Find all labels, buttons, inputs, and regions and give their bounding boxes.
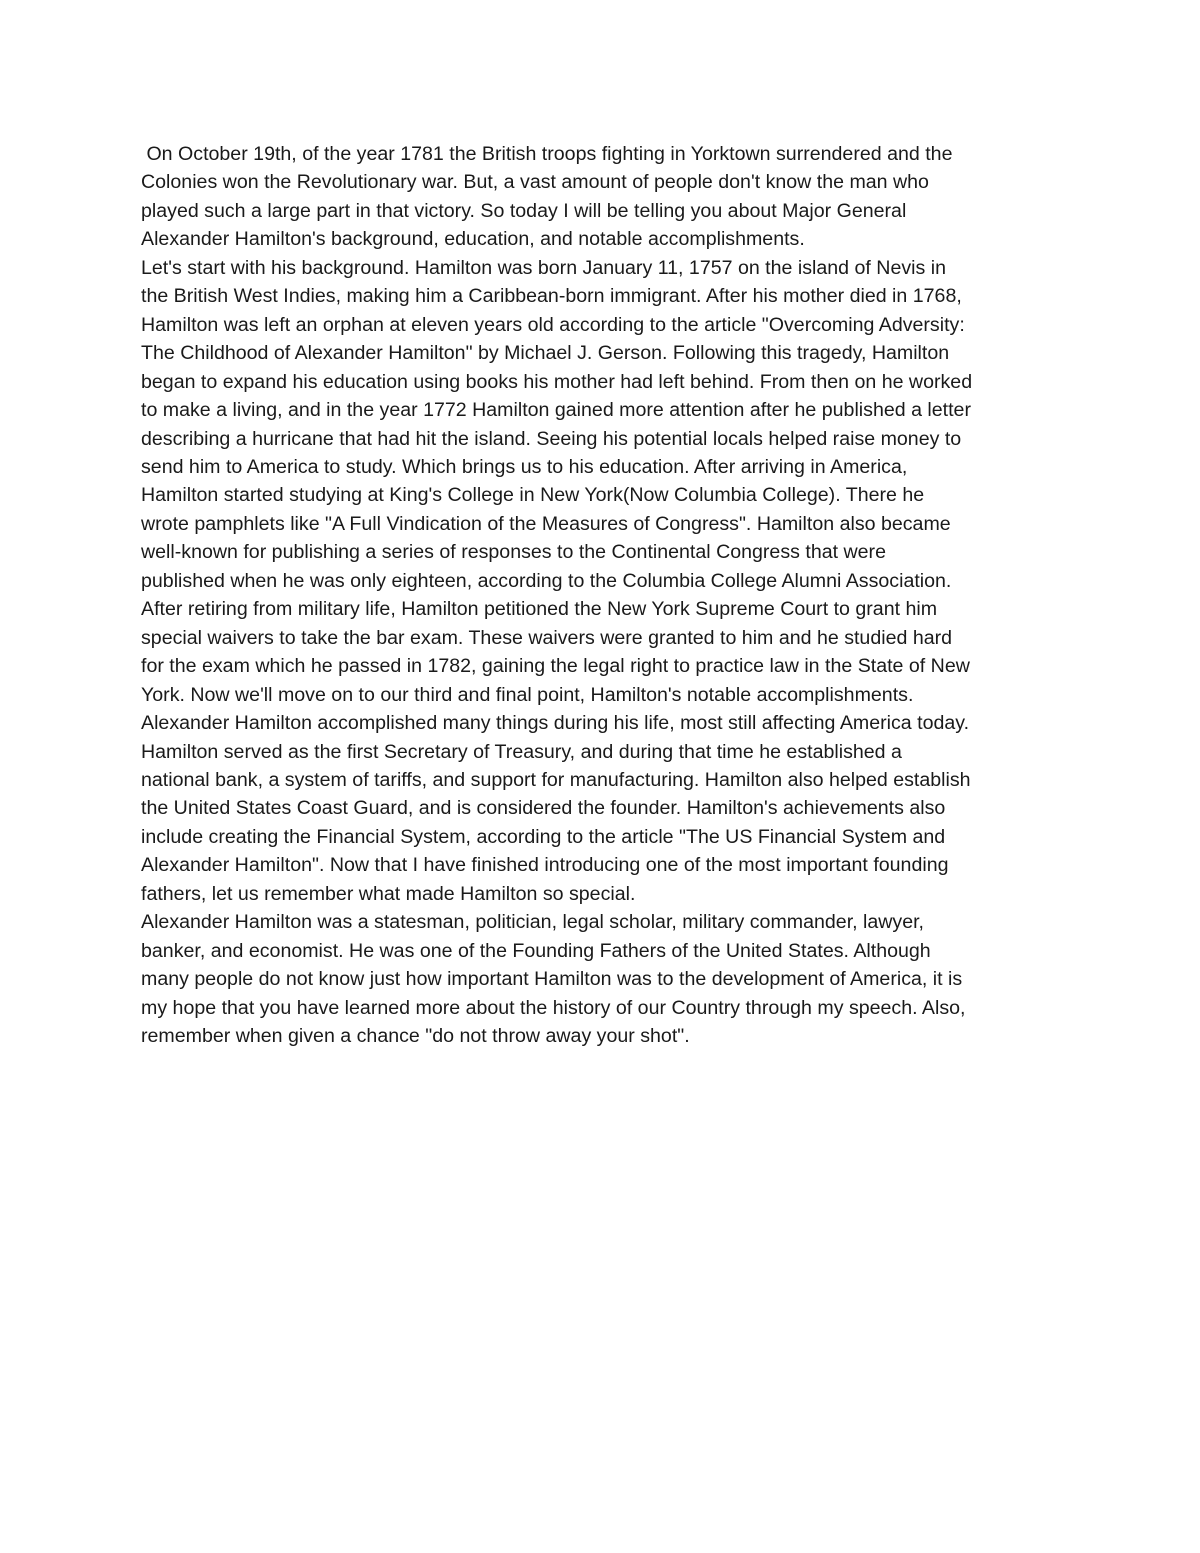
- text-line: the British West Indies, making him a Caribbean-born immigrant. After his mother died in 1768,: [141, 285, 962, 308]
- text-line: The Childhood of Alexander Hamilton" by Michael J. Gerson. Following this tragedy, Hamilton: [141, 342, 950, 365]
- text-line: send him to America to study. Which brings us to his education. After arriving in America,: [141, 455, 908, 478]
- text-line: Alexander Hamilton was a statesman, politician, legal scholar, military commander, lawyer,: [141, 911, 925, 934]
- text-line: Hamilton served as the first Secretary of Treasury, and during that time he established a: [141, 740, 902, 763]
- text-line: special waivers to take the bar exam. These waivers were granted to him and he studied hard: [141, 626, 953, 649]
- text-line: to make a living, and in the year 1772 Hamilton gained more attention after he published a letter: [141, 399, 971, 422]
- text-line: include creating the Financial System, according to the article "The US Financial System and: [141, 825, 946, 848]
- text-line: banker, and economist. He was one of the Founding Fathers of the United States. Although: [141, 939, 931, 962]
- document-body: [141, 140, 1081, 1051]
- text-line: the United States Coast Guard, and is considered the founder. Hamilton's achievements also: [141, 797, 946, 820]
- text-line: published when he was only eighteen, according to the Columbia College Alumni Association.: [141, 569, 952, 592]
- text-line: remember when given a chance "do not throw away your shot".: [141, 1025, 690, 1048]
- text-line: Alexander Hamilton's background, education, and notable accomplishments.: [141, 228, 805, 251]
- text-line: Let's start with his background. Hamilton was born January 11, 1757 on the island of Nevis in: [141, 256, 946, 279]
- text-line: Colonies won the Revolutionary war. But, a vast amount of people don't know the man who: [141, 171, 929, 194]
- text-line: for the exam which he passed in 1782, gaining the legal right to practice law in the State of New: [141, 655, 970, 678]
- text-line: York. Now we'll move on to our third and final point, Hamilton's notable accomplishments.: [141, 683, 914, 706]
- text-line: national bank, a system of tariffs, and support for manufacturing. Hamilton also helped establish: [141, 768, 971, 791]
- text-line: Hamilton was left an orphan at eleven years old according to the article "Overcoming Adversity:: [141, 313, 965, 336]
- text-line: began to expand his education using books his mother had left behind. From then on he worked: [141, 370, 973, 393]
- text-line: fathers, let us remember what made Hamilton so special.: [141, 882, 636, 905]
- text-line: describing a hurricane that had hit the island. Seeing his potential locals helped raise money to: [141, 427, 962, 450]
- text-line: many people do not know just how important Hamilton was to the development of America, it is: [141, 968, 963, 991]
- text-line: my hope that you have learned more about the history of our Country through my speech. Also,: [141, 996, 966, 1019]
- text-line: well-known for publishing a series of responses to the Continental Congress that were: [141, 541, 886, 564]
- text-line: played such a large part in that victory. So today I will be telling you about Major General: [141, 199, 907, 222]
- text-line: Hamilton started studying at King's College in New York(Now Columbia College). There he: [141, 484, 925, 507]
- text-line: After retiring from military life, Hamilton petitioned the New York Supreme Court to grant him: [141, 598, 938, 621]
- text-line: wrote pamphlets like "A Full Vindication of the Measures of Congress". Hamilton also became: [141, 512, 951, 535]
- text-line: Alexander Hamilton". Now that I have finished introducing one of the most important founding: [141, 854, 949, 877]
- text-line: Alexander Hamilton accomplished many things during his life, most still affecting America today.: [141, 712, 970, 735]
- text-line: On October 19th, of the year 1781 the British troops fighting in Yorktown surrendered and the: [141, 143, 953, 165]
